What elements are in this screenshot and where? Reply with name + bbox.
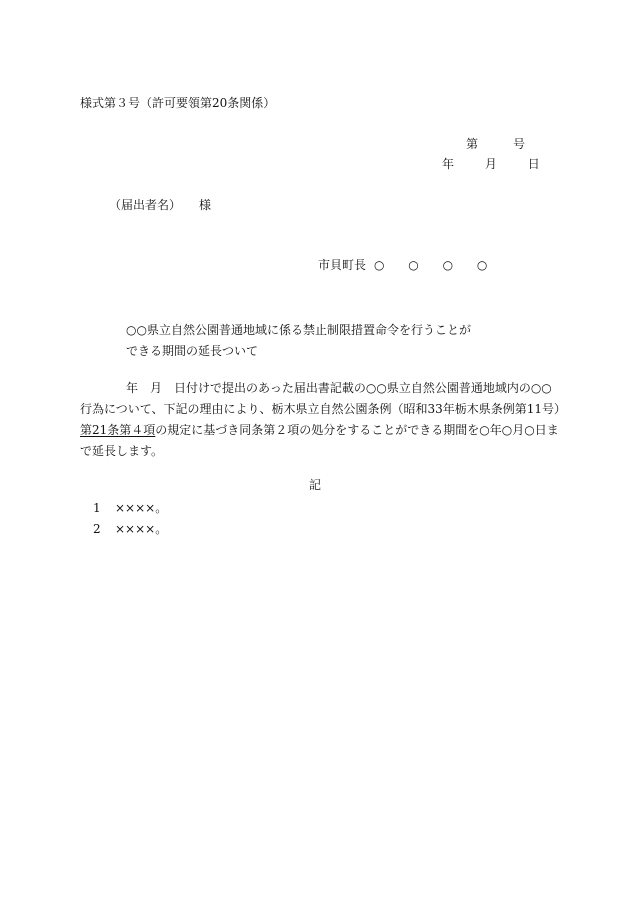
subject-line-1: ○○県立自然公園普通地域に係る禁止制限措置命令を行うことが (126, 323, 471, 337)
subject (126, 320, 526, 362)
addressee-honorific: 様 (199, 198, 212, 212)
item-number: 2 (93, 522, 101, 536)
sender-name-placeholder: ○ ○ ○ ○ (374, 258, 498, 272)
body-line-2: 行為について、下記の理由により、栃木県立自然公園条例（昭和33年栃木県条例第11号） (80, 402, 567, 416)
body-text (80, 378, 567, 462)
sender (318, 259, 497, 271)
doc-number-suffix: 号 (513, 137, 526, 151)
date-day: 日 (527, 157, 540, 171)
body-line-4: で延長します。 (80, 444, 164, 458)
addressee-name: （届出者名） (109, 198, 182, 212)
doc-number-label: 第 (466, 137, 479, 151)
form-header: 様式第３号（許可要領第20条関係） (80, 96, 276, 110)
body-line-3-rest: の規定に基づき同条第２項の処分をすることができる期間を○年○月○日ま (155, 423, 559, 437)
item-text: ××××。 (115, 522, 168, 536)
item-text: ××××。 (115, 501, 168, 515)
sender-title: 市貝町長 (318, 258, 367, 272)
list-item (93, 498, 167, 519)
date-year: 年 (442, 157, 455, 171)
ki-heading: 記 (309, 478, 322, 492)
date-line (442, 158, 540, 170)
date-month: 月 (484, 157, 497, 171)
list-item (93, 519, 167, 540)
subject-line-2: できる期間の延長ついて (126, 344, 259, 358)
body-line-3 (80, 420, 559, 441)
item-number: 1 (93, 501, 101, 515)
body-line-1: 年 月 日付けで提出のあった届出書記載の○○県立自然公園普通地域内の○○ (126, 381, 552, 395)
item-list (93, 498, 167, 540)
underlined-reference: 第21条第４項 (80, 423, 156, 437)
addressee (109, 199, 211, 211)
